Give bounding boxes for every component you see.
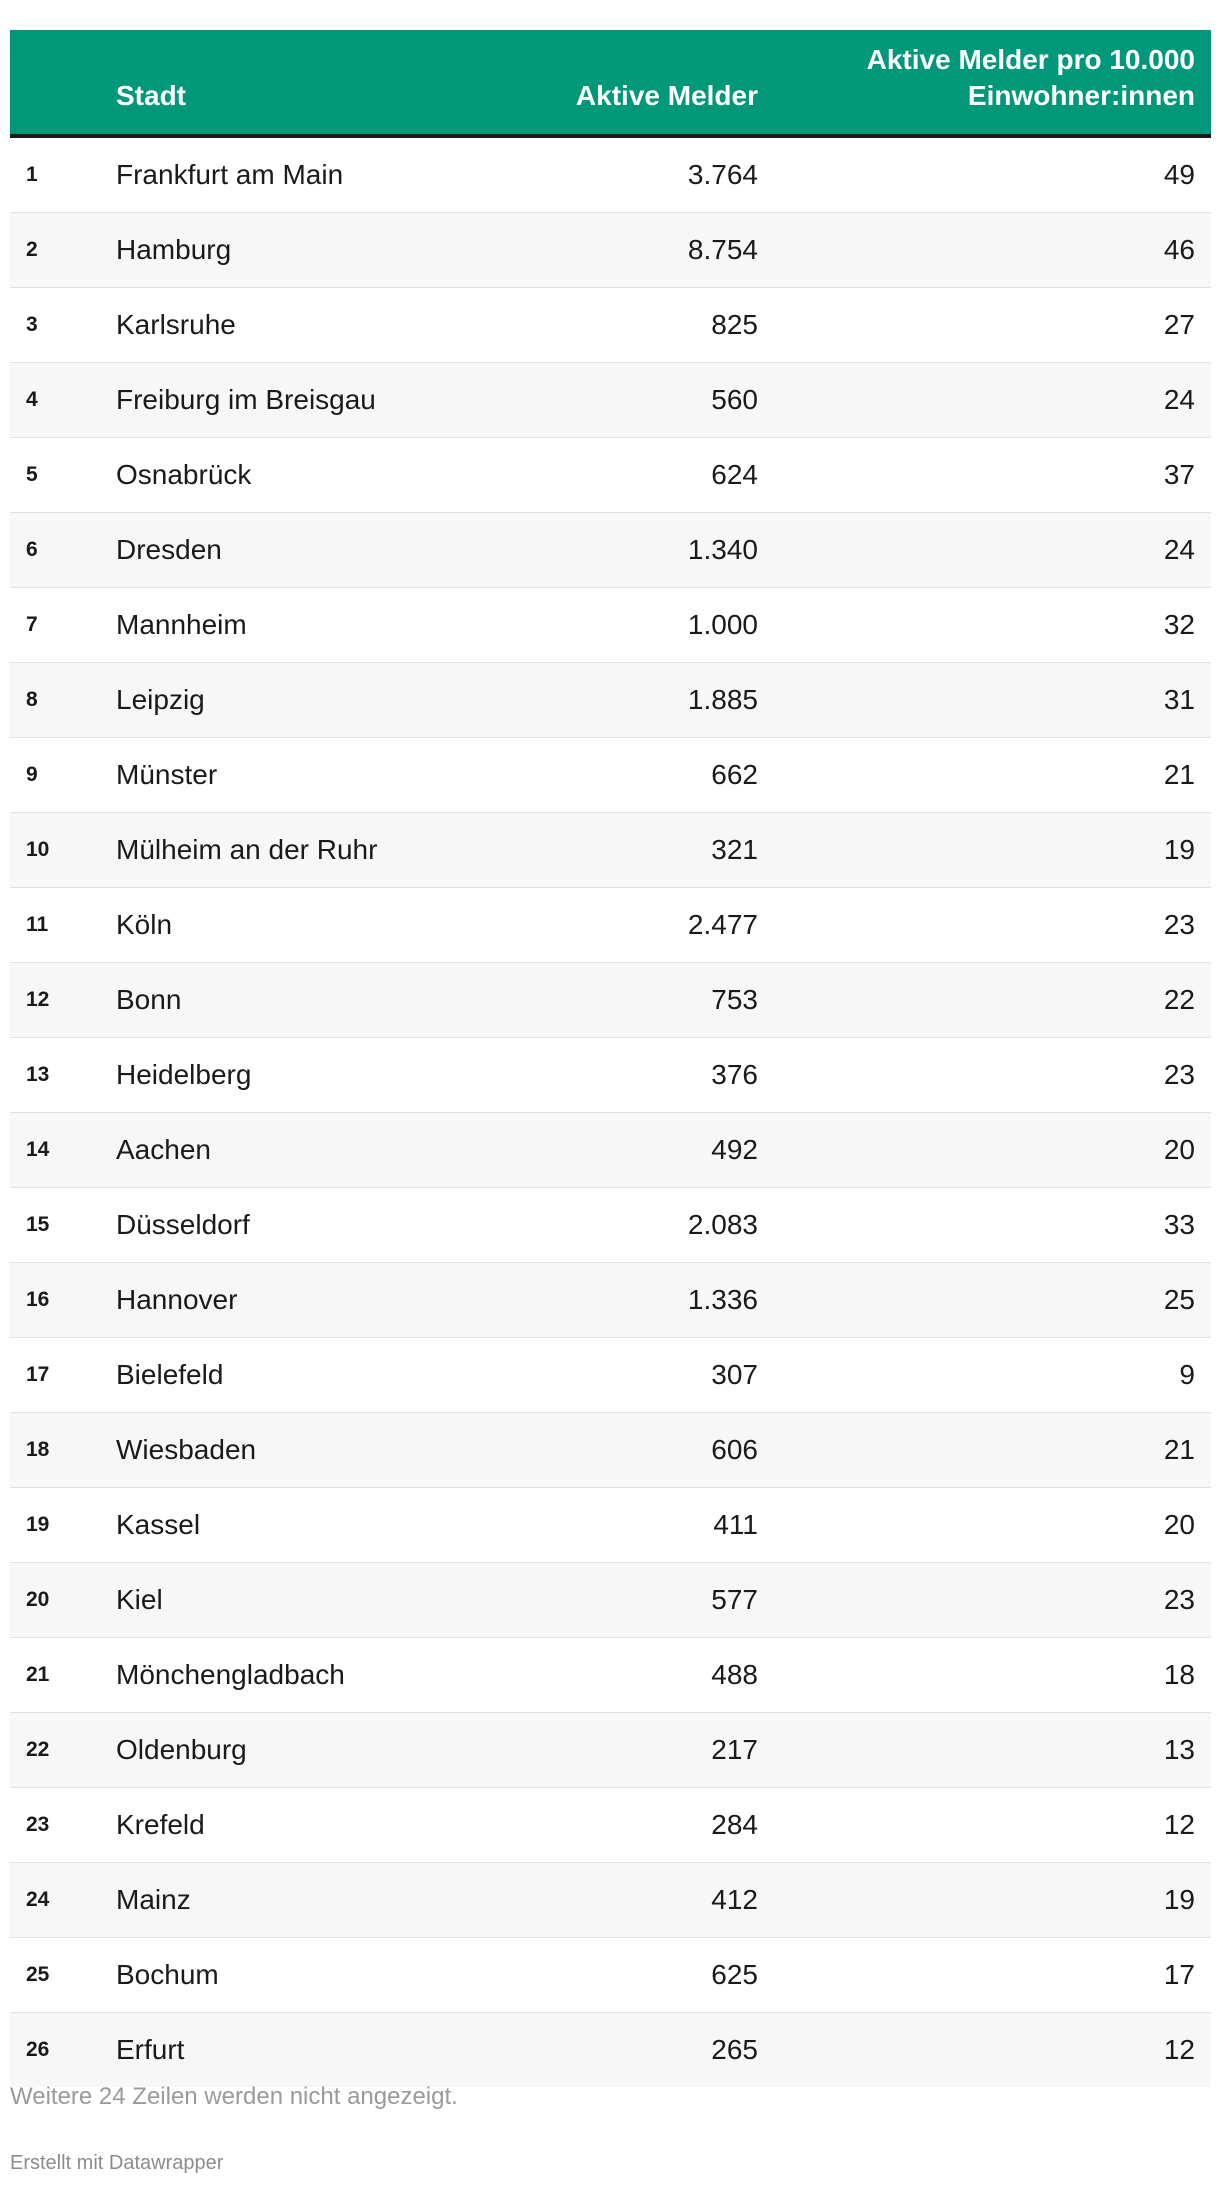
city-cell: Karlsruhe	[116, 309, 236, 340]
header-per-line-2: Einwohner:innen	[967, 80, 1195, 111]
active-reporters-cell: 825	[711, 309, 758, 340]
rank-cell: 15	[26, 1213, 50, 1236]
table-row	[10, 1938, 1211, 2013]
data-table	[10, 30, 1211, 2087]
table-row	[10, 1413, 1211, 1488]
active-reporters-cell: 321	[711, 834, 758, 865]
table-body	[10, 138, 1211, 2087]
reporters-per-10000-cell: 17	[1163, 1959, 1195, 1990]
reporters-per-10000-cell: 12	[1163, 2034, 1195, 2065]
city-cell: Erfurt	[116, 2034, 185, 2065]
rank-cell: 10	[26, 838, 50, 861]
table-row	[10, 738, 1211, 813]
active-reporters-cell: 284	[711, 1809, 758, 1840]
rank-cell: 21	[26, 1663, 50, 1686]
active-reporters-cell: 492	[711, 1134, 758, 1165]
reporters-per-10000-cell: 23	[1163, 1059, 1195, 1090]
rank-cell: 24	[26, 1888, 50, 1911]
reporters-per-10000-cell: 33	[1163, 1209, 1195, 1240]
rank-cell: 13	[26, 1063, 50, 1086]
reporters-per-10000-cell: 46	[1163, 234, 1195, 265]
city-cell: Krefeld	[116, 1809, 205, 1840]
reporters-per-10000-cell: 20	[1163, 1134, 1195, 1165]
active-reporters-cell: 3.764	[687, 159, 758, 190]
rank-cell: 26	[26, 2038, 50, 2061]
active-reporters-cell: 606	[711, 1434, 758, 1465]
header-per-line-1: Aktive Melder pro 10.000	[866, 44, 1195, 75]
city-cell: Mülheim an der Ruhr	[116, 834, 378, 865]
reporters-per-10000-cell: 32	[1163, 609, 1195, 640]
city-cell: Dresden	[116, 534, 222, 565]
active-reporters-cell: 2.083	[687, 1209, 758, 1240]
active-reporters-cell: 1.000	[687, 609, 758, 640]
table-row	[10, 888, 1211, 963]
city-cell: Mönchengladbach	[116, 1659, 345, 1690]
rank-cell: 20	[26, 1588, 50, 1611]
table-row	[10, 1863, 1211, 1938]
reporters-per-10000-cell: 19	[1163, 1884, 1195, 1915]
reporters-per-10000-cell: 19	[1163, 834, 1195, 865]
city-cell: Kiel	[116, 1584, 163, 1615]
table-row	[10, 1563, 1211, 1638]
reporters-per-10000-cell: 20	[1163, 1509, 1195, 1540]
table-row	[10, 288, 1211, 363]
rank-cell: 14	[26, 1138, 50, 1161]
city-cell: Münster	[116, 759, 218, 790]
header-active-reporters[interactable]: Aktive Melder	[575, 80, 758, 111]
header-city[interactable]: Stadt	[116, 80, 186, 111]
active-reporters-cell: 662	[711, 759, 758, 790]
table-row	[10, 1638, 1211, 1713]
header-reporters-per-10000[interactable]	[867, 42, 1195, 114]
active-reporters-cell: 412	[711, 1884, 758, 1915]
reporters-per-10000-cell: 49	[1163, 159, 1195, 190]
table-row	[10, 963, 1211, 1038]
table-row	[10, 438, 1211, 513]
active-reporters-cell: 2.477	[687, 909, 758, 940]
table-row	[10, 513, 1211, 588]
city-cell: Düsseldorf	[116, 1209, 250, 1240]
rank-cell: 23	[26, 1813, 50, 1836]
reporters-per-10000-cell: 21	[1163, 759, 1195, 790]
city-cell: Frankfurt am Main	[116, 159, 344, 190]
active-reporters-cell: 411	[713, 1509, 758, 1540]
reporters-per-10000-cell: 24	[1163, 534, 1195, 565]
city-cell: Hamburg	[116, 234, 232, 265]
city-cell: Bochum	[116, 1959, 219, 1990]
reporters-per-10000-cell: 37	[1163, 459, 1195, 490]
table-row	[10, 1113, 1211, 1188]
city-cell: Mannheim	[116, 609, 247, 640]
active-reporters-cell: 1.340	[687, 534, 758, 565]
city-cell: Hannover	[116, 1284, 238, 1315]
hidden-rows-note: Weitere 24 Zeilen werden nicht angezeigt.	[10, 2083, 458, 2110]
rank-cell: 22	[26, 1738, 50, 1761]
table-row	[10, 213, 1211, 288]
reporters-per-10000-cell: 23	[1163, 1584, 1195, 1615]
rank-cell: 8	[26, 688, 38, 711]
table-row	[10, 363, 1211, 438]
active-reporters-cell: 560	[711, 384, 758, 415]
rank-cell: 17	[26, 1363, 50, 1386]
table-row	[10, 1188, 1211, 1263]
city-cell: Kassel	[116, 1509, 201, 1540]
table-row	[10, 1263, 1211, 1338]
table-row	[10, 1038, 1211, 1113]
rank-cell: 6	[26, 538, 38, 561]
table-row	[10, 138, 1211, 213]
rank-cell: 4	[26, 388, 38, 411]
reporters-per-10000-cell: 9	[1179, 1359, 1195, 1390]
reporters-per-10000-cell: 18	[1163, 1659, 1195, 1690]
rank-cell: 2	[26, 238, 38, 261]
active-reporters-cell: 265	[711, 2034, 758, 2065]
active-reporters-cell: 1.336	[687, 1284, 758, 1315]
active-reporters-cell: 307	[711, 1359, 758, 1390]
table-header	[10, 30, 1211, 138]
active-reporters-cell: 8.754	[687, 234, 758, 265]
active-reporters-cell: 488	[711, 1659, 758, 1690]
table-row	[10, 663, 1211, 738]
table-row	[10, 1338, 1211, 1413]
city-cell: Aachen	[116, 1134, 211, 1165]
rank-cell: 7	[26, 613, 38, 636]
city-cell: Mainz	[116, 1884, 191, 1915]
rank-cell: 12	[26, 988, 50, 1011]
active-reporters-cell: 577	[711, 1584, 758, 1615]
reporters-per-10000-cell: 25	[1163, 1284, 1195, 1315]
rank-cell: 1	[26, 163, 38, 186]
rank-cell: 3	[26, 313, 38, 336]
active-reporters-cell: 217	[711, 1734, 758, 1765]
reporters-per-10000-cell: 27	[1163, 309, 1195, 340]
active-reporters-cell: 753	[711, 984, 758, 1015]
reporters-per-10000-cell: 13	[1163, 1734, 1195, 1765]
rank-cell: 18	[26, 1438, 50, 1461]
reporters-per-10000-cell: 12	[1163, 1809, 1195, 1840]
city-cell: Osnabrück	[116, 459, 252, 490]
active-reporters-cell: 625	[711, 1959, 758, 1990]
table-row	[10, 2013, 1211, 2087]
table-row	[10, 1488, 1211, 1563]
table-row	[10, 813, 1211, 888]
city-cell: Wiesbaden	[116, 1434, 257, 1465]
table-row	[10, 1788, 1211, 1863]
city-cell: Freiburg im Breisgau	[116, 384, 376, 415]
table-row	[10, 1713, 1211, 1788]
active-reporters-cell: 1.885	[687, 684, 758, 715]
rank-cell: 19	[26, 1513, 50, 1536]
city-cell: Heidelberg	[116, 1059, 252, 1090]
city-cell: Oldenburg	[116, 1734, 247, 1765]
city-cell: Bielefeld	[116, 1359, 224, 1390]
active-reporters-cell: 376	[711, 1059, 758, 1090]
reporters-per-10000-cell: 23	[1163, 909, 1195, 940]
city-cell: Köln	[116, 909, 173, 940]
reporters-per-10000-cell: 24	[1163, 384, 1195, 415]
table-row	[10, 588, 1211, 663]
city-cell: Bonn	[116, 984, 182, 1015]
rank-cell: 5	[26, 463, 38, 486]
city-cell: Leipzig	[116, 684, 205, 715]
rank-cell: 25	[26, 1963, 50, 1986]
reporters-per-10000-cell: 22	[1163, 984, 1195, 1015]
reporters-per-10000-cell: 31	[1163, 684, 1195, 715]
active-reporters-cell: 624	[711, 459, 758, 490]
reporters-per-10000-cell: 21	[1163, 1434, 1195, 1465]
rank-cell: 11	[26, 913, 49, 936]
rank-cell: 16	[26, 1288, 50, 1311]
credit-line: Erstellt mit Datawrapper	[10, 2152, 224, 2174]
rank-cell: 9	[26, 763, 38, 786]
